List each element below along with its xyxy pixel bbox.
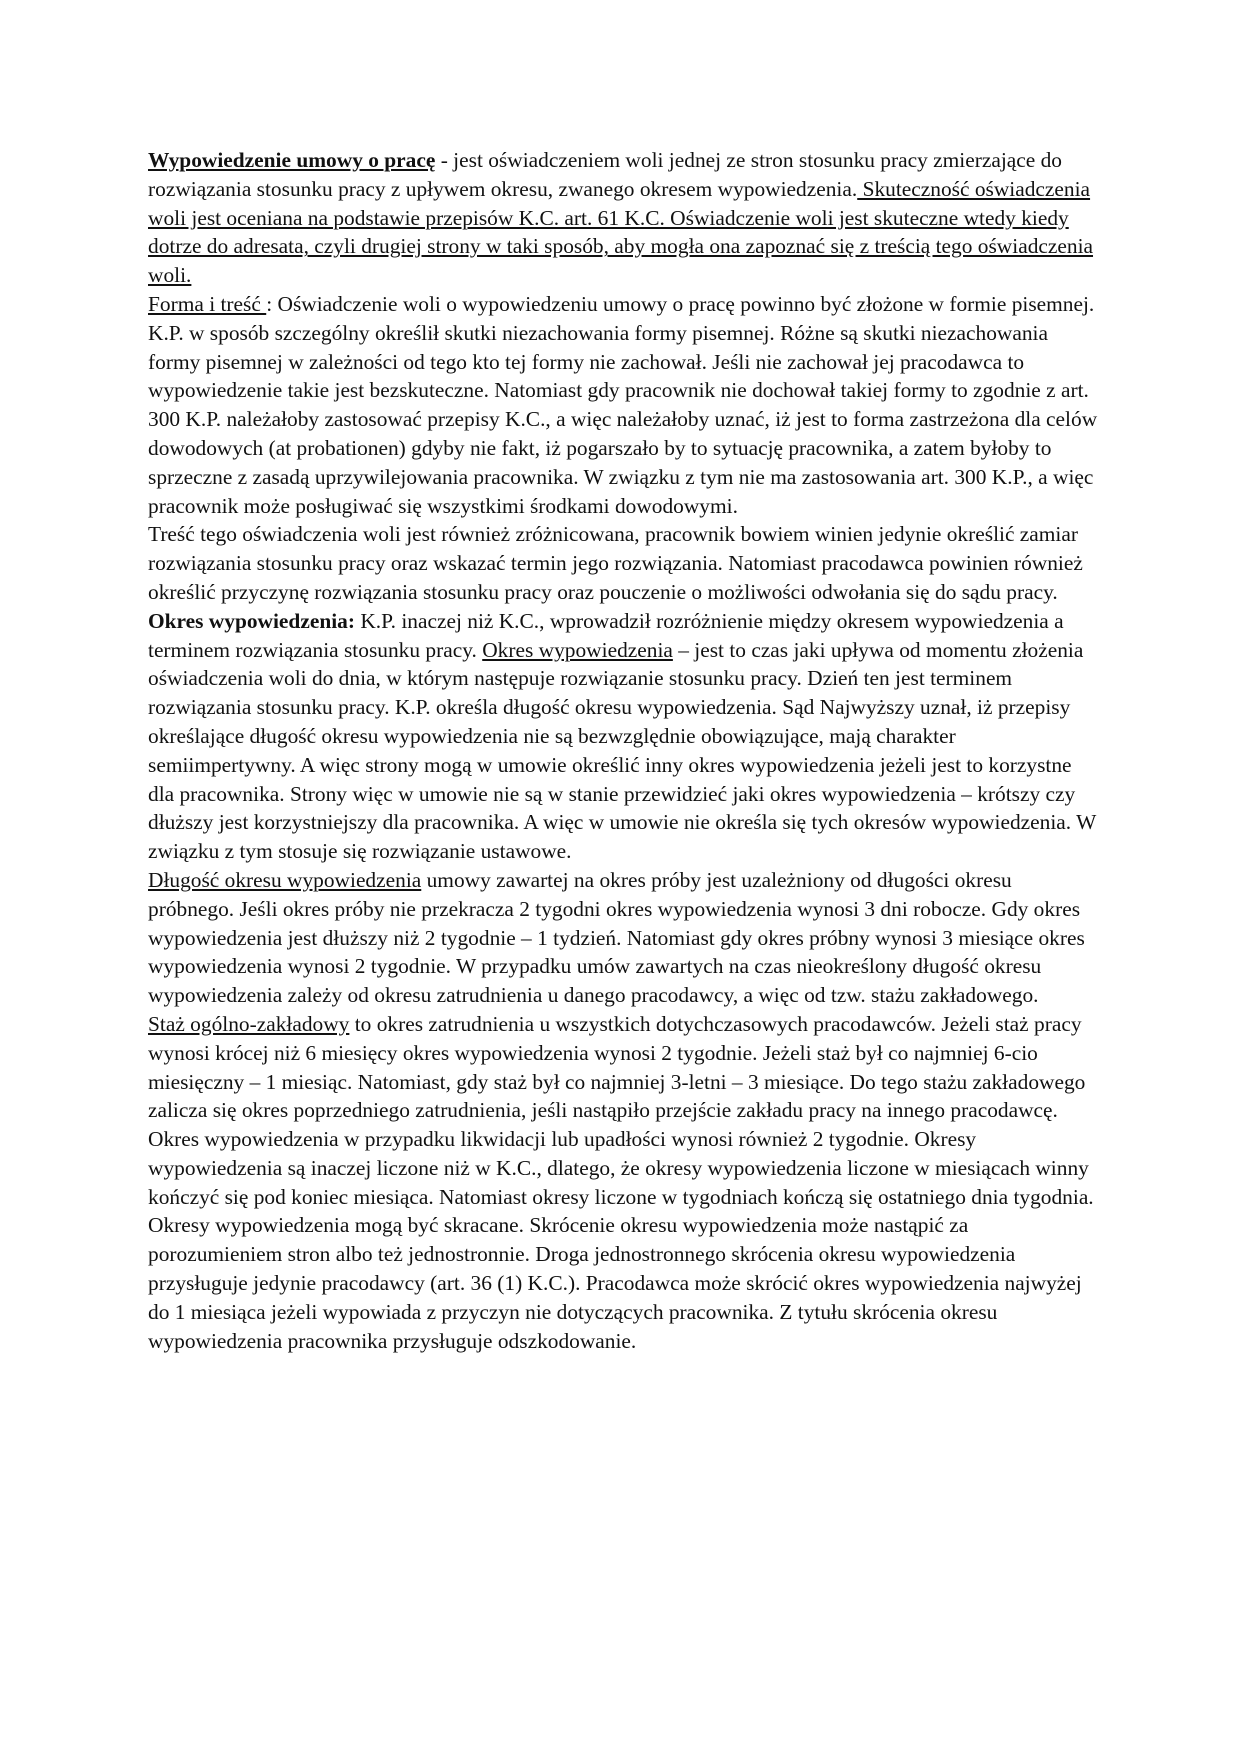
seniority-term: Staż ogólno-zakładowy — [148, 1011, 350, 1036]
paragraph-liquidation — [148, 1125, 1098, 1355]
paragraph-form — [148, 290, 1098, 520]
paragraph-definition — [148, 146, 1098, 290]
length-text: umowy zawartej na okres próby jest uzależniony od długości okresu próbnego. Jeśli okres próby nie przekracza 2 tygodni okres wypowiedzenia wynosi 3 dni robocze. Gdy okres wypowiedzenia jest dłuższy niż 2 tygodnie – 1 tydzień. Natomiast gdy okres próbny wynosi 3 miesiące okres wypowiedzenia wynosi 2 tygodnie. W przypadku umów zawartych na czas nieokreślony długość okresu wypowiedzenia zależy od okresu zatrudnienia u danego pracodawcy, a więc od tzw. stażu zakładowego. — [148, 867, 1085, 1008]
notice-period-heading: Okres wypowiedzenia: — [148, 608, 355, 633]
document-title: Wypowiedzenie umowy o pracę — [148, 148, 436, 172]
paragraph-seniority — [148, 1010, 1098, 1125]
document-page — [148, 146, 1098, 1355]
notice-period-text-2: – jest to czas jaki upływa od momentu złożenia oświadczenia woli do dnia, w którym następuje rozwiązanie stosunku pracy. Dzień ten jest terminem rozwiązania stosunku pracy. K.P. określa długość okresu wypowiedzenia. Sąd Najwyższy uznał, iż przepisy określające długość okresu wypowiedzenia nie są bezwzględnie obowiązujące, mają charakter semiimpertywny. A więc strony mogą w umowie określić inny okres wypowiedzenia jeżeli jest to korzystne dla pracownika. Strony więc w umowie nie są w stanie przewidzieć jaki okres wypowiedzenia – krótszy czy dłuższy jest korzystniejszy dla pracownika. A więc w umowie nie określa się tych okresów wypowiedzenia. W związku z tym stosuje się rozwiązanie ustawowe. — [148, 637, 1096, 864]
liquidation-text: Okres wypowiedzenia w przypadku likwidacji lub upadłości wynosi również 2 tygodnie. Okresy wypowiedzenia są inaczej liczone niż w K.C., dlatego, że okresy wypowiedzenia liczone w miesiącach winny kończyć się pod koniec miesiąca. Natomiast okresy liczone w tygodniach kończą się ostatniego dnia tygodnia. Okresy wypowiedzenia mogą być skracane. Skrócenie okresu wypowiedzenia może nastąpić za porozumieniem stron albo też jednostronnie. Droga jednostronnego skrócenia okresu wypowiedzenia przysługuje jedynie pracodawcy (art. 36 (1) K.C.). Pracodawca może skrócić okres wypowiedzenia najwyżej do 1 miesiąca jeżeli wypowiada z przyczyn nie dotyczących pracownika. Z tytułu skrócenia okresu wypowiedzenia pracownika przysługuje odszkodowanie. — [148, 1127, 1094, 1353]
paragraph-content — [148, 520, 1098, 606]
effectiveness-text: Skuteczność oświadczenia woli jest oceniana na podstawie przepisów K.C. art. 61 K.C. Oświadczenie woli jest skuteczne wtedy kiedy dotrze do adresata, czyli drugiej strony w taki sposób, aby mogła ona zapoznać się z treścią tego oświadczenia woli. — [148, 176, 1094, 288]
definition-text: - jest oświadczeniem woli jednej ze stron stosunku pracy zmierzające do rozwiązania stosunku pracy z upływem okresu, zwanego okresem wypowiedzenia. — [148, 148, 1062, 201]
seniority-text: to okres zatrudnienia u wszystkich dotychczasowych pracodawców. Jeżeli staż pracy wynosi krócej niż 6 miesięcy okres wypowiedzenia wynosi 2 tygodnie. Jeżeli staż był co najmniej 6-cio miesięczny – 1 miesiąc. Natomiast, gdy staż był co najmniej 3-letni – 3 miesiące. Do tego stażu zakładowego zalicza się okres poprzedniego zatrudnienia, jeśli nastąpiło przejście zakładu pracy na innego pracodawcę. — [148, 1011, 1086, 1123]
form-heading: Forma i treść — [148, 291, 267, 316]
form-text: : Oświadczenie woli o wypowiedzeniu umowy o pracę powinno być złożone w formie pisemnej. K.P. w sposób szczególny określił skutki niezachowania formy pisemnej. Różne są skutki niezachowania formy pisemnej w zależności od tego kto tej formy nie zachował. Jeśli nie zachował jej pracodawca to wypowiedzenie takie jest bezskuteczne. Natomiast gdy pracownik nie dochował takiej formy to zgodnie z art. 300 K.P. należałoby zastosować przepisy K.C., a więc należałoby uznać, iż jest to forma zastrzeżona dla celów dowodowych (at probationen) gdyby nie fakt, iż pogarszało by to sytuację pracownika, a zatem byłoby to sprzeczne z zasadą uprzywilejowania pracownika. W związku z tym nie ma zastosowania art. 300 K.P., a więc pracownik może posługiwać się wszystkimi środkami dowodowymi. — [148, 291, 1098, 518]
paragraph-length — [148, 866, 1098, 1010]
paragraph-notice-period — [148, 607, 1098, 866]
notice-period-text-1: K.P. inaczej niż K.C., wprowadził rozróżnienie między okresem wypowiedzenia a terminem rozwiązania stosunku pracy. — [148, 608, 1064, 662]
content-text: Treść tego oświadczenia woli jest również zróżnicowana, pracownik bowiem winien jedynie określić zamiar rozwiązania stosunku pracy oraz wskazać termin jego rozwiązania. Natomiast pracodawca powinien również określić przyczynę rozwiązania stosunku pracy oraz pouczenie o możliwości odwołania się do sądu pracy. — [148, 522, 1083, 604]
notice-period-term: Okres wypowiedzenia — [482, 637, 673, 662]
length-term: Długość okresu wypowiedzenia — [148, 867, 422, 892]
